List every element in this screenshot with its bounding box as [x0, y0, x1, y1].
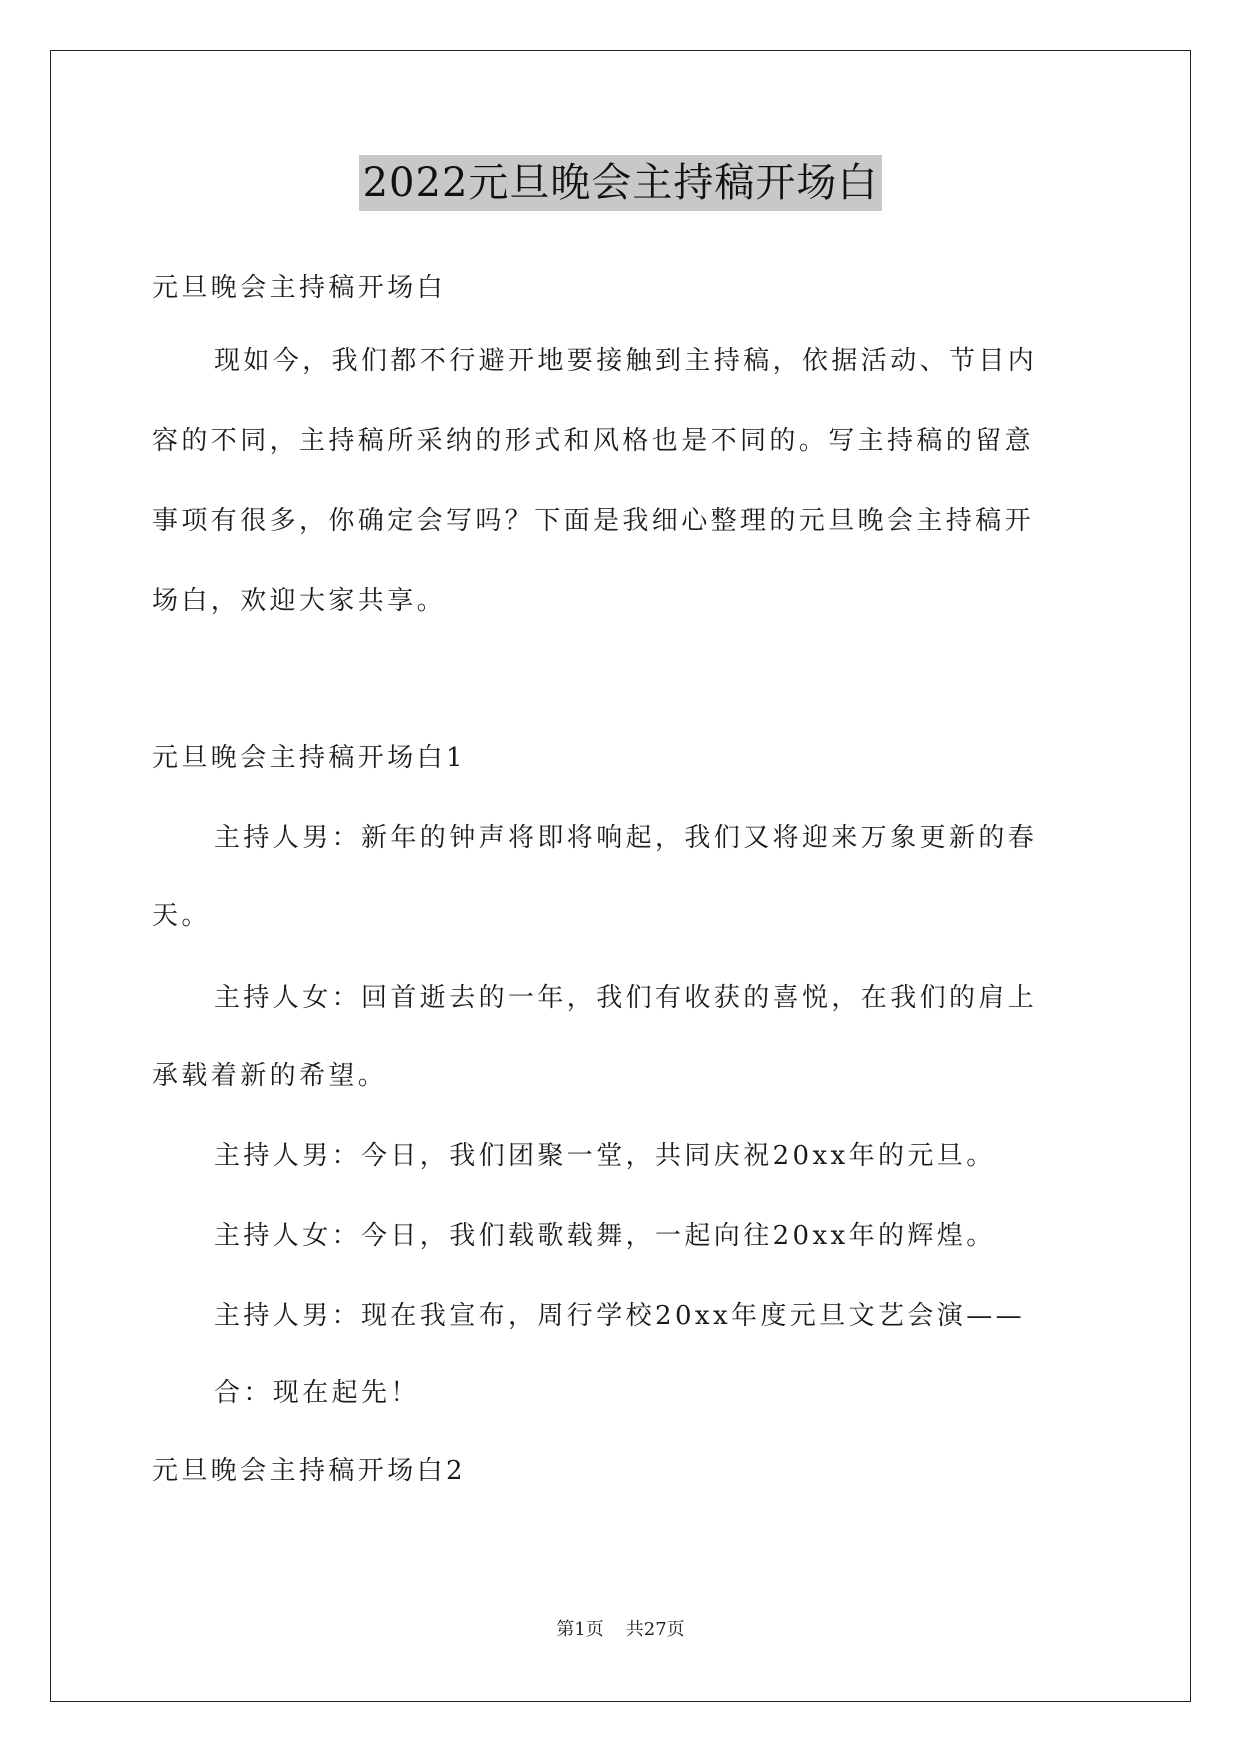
paragraph-line: 主持人男：现在我宣布，周行学校20xx年度元旦文艺会演——: [214, 1301, 1026, 1331]
paragraph-line: 主持人女：今日，我们载歌载舞，一起向往20xx年的辉煌。: [214, 1221, 996, 1251]
paragraph-line: 主持人男：今日，我们团聚一堂，共同庆祝20xx年的元旦。: [214, 1141, 996, 1171]
title-container: [0, 155, 1241, 211]
paragraph-line: 主持人男：新年的钟声将即将响起，我们又将迎来万象更新的春: [214, 823, 1038, 853]
paragraph-line: 事项有很多，你确定会写吗？下面是我细心整理的元旦晚会主持稿开: [152, 506, 1035, 536]
paragraph-line: 承载着新的希望。: [152, 1061, 388, 1091]
section-heading: 元旦晚会主持稿开场白1: [152, 743, 466, 773]
section-heading: 元旦晚会主持稿开场白2: [152, 1456, 466, 1486]
paragraph-line: 天。: [152, 901, 211, 931]
paragraph-line: 容的不同，主持稿所采纳的形式和风格也是不同的。写主持稿的留意: [152, 426, 1035, 456]
paragraph-line: 合：现在起先！: [214, 1378, 420, 1408]
paragraph-line: 场白，欢迎大家共享。: [152, 586, 447, 616]
paragraph-line: 主持人女：回首逝去的一年，我们有收获的喜悦，在我们的肩上: [214, 983, 1038, 1013]
section-heading: 元旦晚会主持稿开场白: [152, 273, 447, 303]
document-title: 2022元旦晚会主持稿开场白: [359, 155, 883, 211]
paragraph-line: 现如今，我们都不行避开地要接触到主持稿，依据活动、节目内: [214, 346, 1038, 376]
page-number: 第1页: [556, 1619, 604, 1640]
total-pages: 共27页: [625, 1619, 685, 1640]
page-footer: [0, 1618, 1241, 1642]
